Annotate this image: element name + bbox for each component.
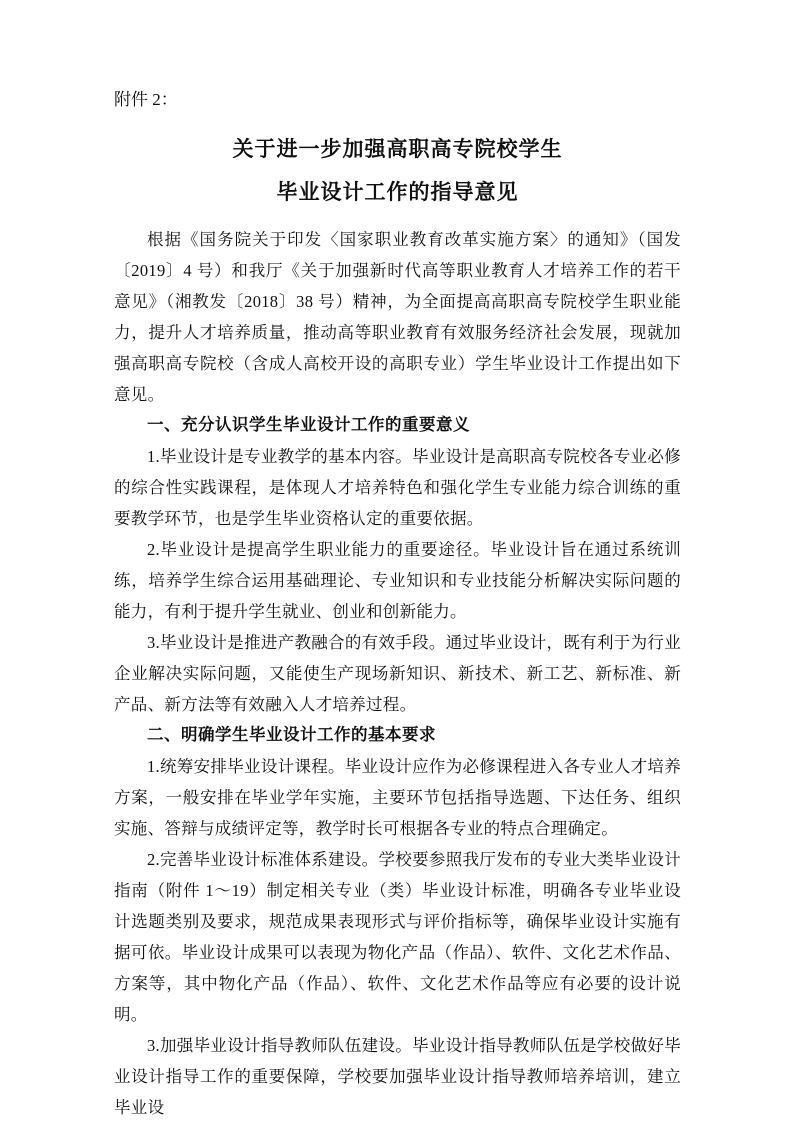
paragraph-1-3: 3.毕业设计是推进产教融合的有效手段。通过毕业设计，既有利于为行业企业解决实际问题，又能使生产现场新知识、新技术、新工艺、新标准、新产品、新方法等有效融入人才培养过程。	[114, 633, 681, 714]
paragraph-2-2: 2.完善毕业设计标准体系建设。学校要参照我厅发布的专业大类毕业设计指南（附件 1～19）制定相关专业（类）毕业设计标准，明确各专业毕业设计选题类别及要求，规范成果表现形式与评价指标等，确保毕业设计实施有据可依。毕业设计成果可以表现为物化产品（作品）、软件、文化艺术作品、方案等，其中物化产品（作品）、软件、文化艺术作品等应有必要的设计说明。	[114, 850, 681, 1024]
attachment-label: 附件 2：	[114, 90, 178, 109]
paragraph-intro: 根据《国务院关于印发〈国家职业教育改革实施方案〉的通知》（国发〔2019〕4 号）和我厅《关于加强新时代高等职业教育人才培养工作的若干意见》（湘教发〔2018〕38 号）精神，为全面提高高职高专院校学生职业能力，提升人才培养质量，推动高等职业教育有效服务经济社会发展，现就加强高职高专院校（含成人高校开设的高职专业）学生毕业设计工作提出如下意见。	[114, 230, 681, 404]
paragraph-1-2: 2.毕业设计是提高学生职业能力的重要途径。毕业设计旨在通过系统训练，培养学生综合运用基础理论、专业知识和专业技能分析解决实际问题的能力，有利于提升学生就业、创业和创新能力。	[114, 540, 681, 621]
paragraph-2-3: 3.加强毕业设计指导教师队伍建设。毕业设计指导教师队伍是学校做好毕业设计指导工作的重要保障，学校要加强毕业设计指导教师培养培训，建立毕业设	[114, 1036, 681, 1117]
paragraph-1-1: 1.毕业设计是专业教学的基本内容。毕业设计是高职高专院校各专业必修的综合性实践课程，是体现人才培养特色和强化学生专业能力综合训练的重要教学环节，也是学生毕业资格认定的重要依据。	[114, 447, 681, 528]
document-title-line-1: 关于进一步加强高职高专院校学生	[232, 138, 563, 161]
document-body	[114, 224, 681, 1122]
paragraph-2-1: 1.统筹安排毕业设计课程。毕业设计应作为必修课程进入各专业人才培养方案，一般安排在毕业学年实施，主要环节包括指导选题、下达任务、组织实施、答辩与成绩评定等，教学时长可根据各专业的特点合理确定。	[114, 757, 681, 838]
document-title	[114, 128, 681, 214]
document-title-line-2: 毕业设计工作的指导意见	[276, 181, 519, 204]
section-heading-2: 二、明确学生毕业设计工作的基本要求	[147, 726, 436, 744]
section-heading-1: 一、充分认识学生毕业设计工作的重要意义	[147, 416, 470, 434]
